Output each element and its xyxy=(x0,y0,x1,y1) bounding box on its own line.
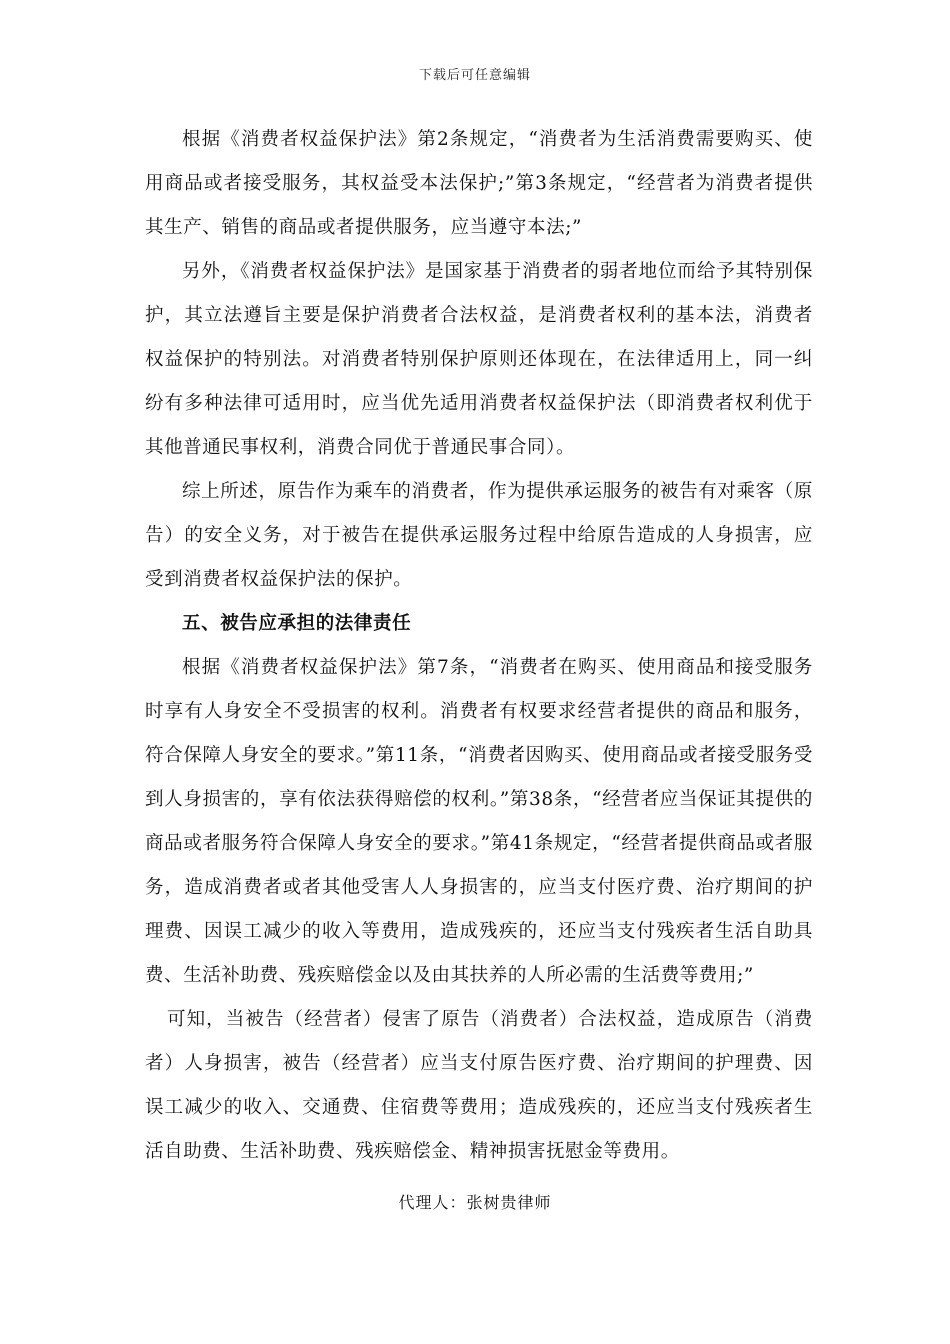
signature: 代理人：张树贵律师 xyxy=(398,1193,552,1212)
paragraph-consumer-law-articles: 根据《消费者权益保护法》第2条规定，“消费者为生活消费需要购买、使用商品或者接受服务，其权益受本法保护;”第3条规定，“经营者为消费者提供其生产、销售的商品或者提供服务，应当遵守本法;” xyxy=(145,129,813,238)
paragraph-summary: 综上所述，原告作为乘车的消费者，作为提供承运服务的被告有对乘客（原告）的安全义务，对于被告在提供承运服务过程中给原告造成的人身损害，应受到消费者权益保护法的保护。 xyxy=(145,481,813,590)
paragraph-conclusion: 可知，当被告（经营者）侵害了原告（消费者）合法权益，造成原告（消费者）人身损害，被告（经营者）应当支付原告医疗费、治疗期间的护理费、因误工减少的收入、交通费、住宿费等费用；造成残疾的，还应当支付残疾者生活自助费、生活补助费、残疾赔偿金、精神损害抚慰金等费用。 xyxy=(145,1009,813,1162)
section-heading: 五、被告应承担的法律责任 xyxy=(182,613,412,634)
page-header: 下载后可任意编辑 xyxy=(418,68,531,83)
paragraph-special-protection: 另外，《消费者权益保护法》是国家基于消费者的弱者地位而给予其特别保护，其立法遵旨主要是保护消费者合法权益，是消费者权利的基本法，消费者权益保护的特别法。对消费者特别保护原则还体现在，在法律适用上，同一纠纷有多种法律可适用时，应当优先适用消费者权益保护法（即消费者权利优于其他普通民事权利，消费合同优于普通民事合同）。 xyxy=(145,261,813,458)
paragraph-legal-liability: 根据《消费者权益保护法》第7条，“消费者在购买、使用商品和接受服务时享有人身安全不受损害的权利。消费者有权要求经营者提供的商品和服务，符合保障人身安全的要求。”第11条，“消费者因购买、使用商品或者接受服务受到人身损害的，享有依法获得赔偿的权利。”第38条，“经营者应当保证其提供的商品或者服务符合保障人身安全的要求。”第41条规定，“经营者提供商品或者服务，造成消费者或者其他受害人人身损害的，应当支付医疗费、治疗期间的护理费、因误工减少的收入等费用，造成残疾的，还应当支付残疾者生活自助具费、生活补助费、残疾赔偿金以及由其扶养的人所必需的生活费等费用;” xyxy=(145,657,813,986)
document-body xyxy=(145,118,813,1174)
